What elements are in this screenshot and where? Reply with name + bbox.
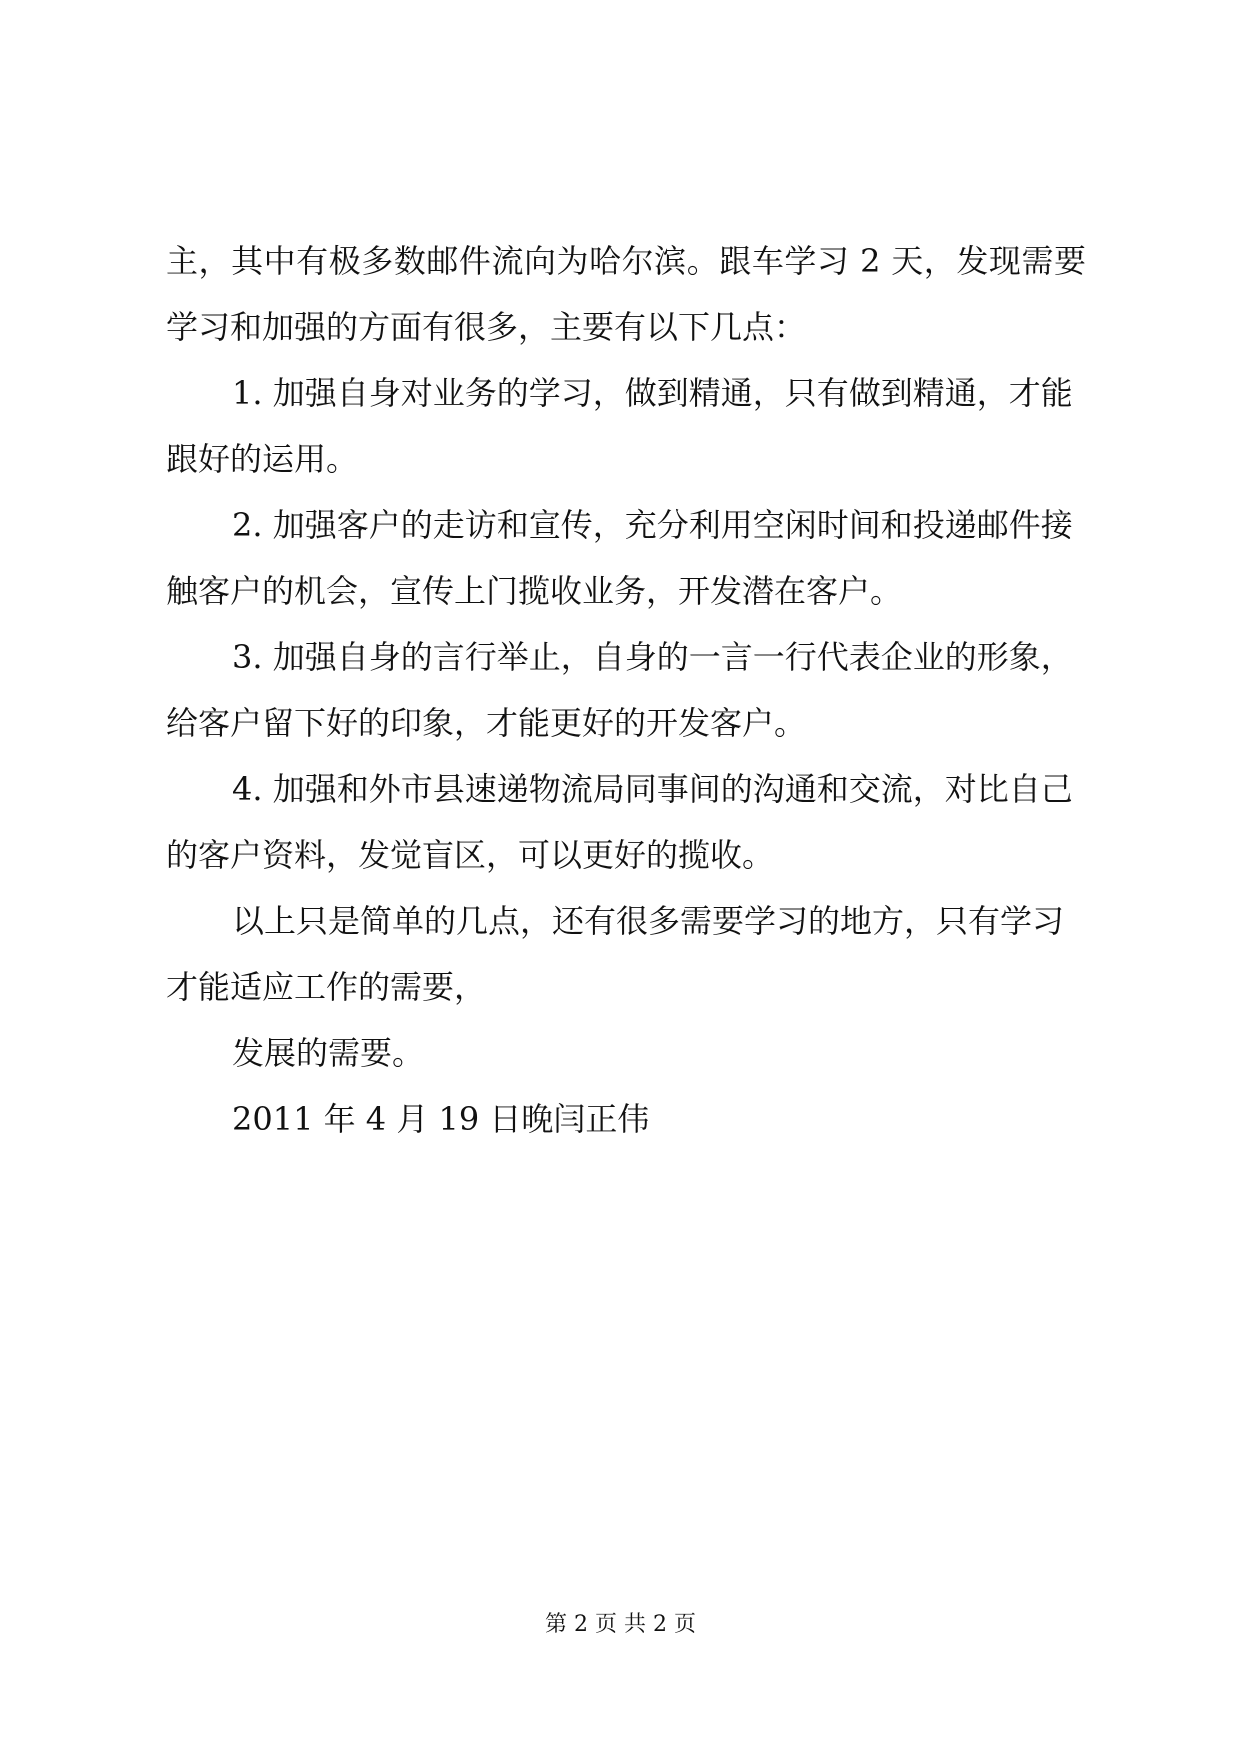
document-body [166, 228, 1086, 1152]
text-line: 学习和加强的方面有很多，主要有以下几点： [166, 308, 807, 346]
list-item-2-line: 2. 加强客户的走访和宣传，充分利用空闲时间和投递邮件接 [232, 506, 1073, 544]
list-item-4-line: 4. 加强和外市县速递物流局同事间的沟通和交流，对比自己 [232, 770, 1073, 808]
list-item-2-continuation: 触客户的机会，宣传上门揽收业务，开发潜在客户。 [166, 572, 903, 610]
closing-paragraph-continuation: 才能适应工作的需要， [166, 968, 487, 1006]
list-item-3-line: 3. 加强自身的言行举止，自身的一言一行代表企业的形象， [232, 638, 1073, 676]
date-signature: 2011 年 4 月 19 日晚闫正伟 [232, 1100, 650, 1138]
closing-paragraph-line: 以上只是简单的几点，还有很多需要学习的地方，只有学习 [232, 902, 1065, 940]
list-item-1-line: 1. 加强自身对业务的学习，做到精通，只有做到精通，才能 [232, 374, 1073, 412]
list-item-1-continuation: 跟好的运用。 [166, 440, 359, 478]
text-line: 主，其中有极多数邮件流向为哈尔滨。跟车学习 2 天，发现需要 [166, 242, 1086, 280]
page-number-footer: 第 2 页 共 2 页 [545, 1612, 696, 1637]
list-item-4-continuation: 的客户资料，发觉盲区，可以更好的揽收。 [166, 836, 775, 874]
list-item-3-continuation: 给客户留下好的印象，才能更好的开发客户。 [166, 704, 807, 742]
closing-paragraph-end: 发展的需要。 [232, 1034, 425, 1072]
